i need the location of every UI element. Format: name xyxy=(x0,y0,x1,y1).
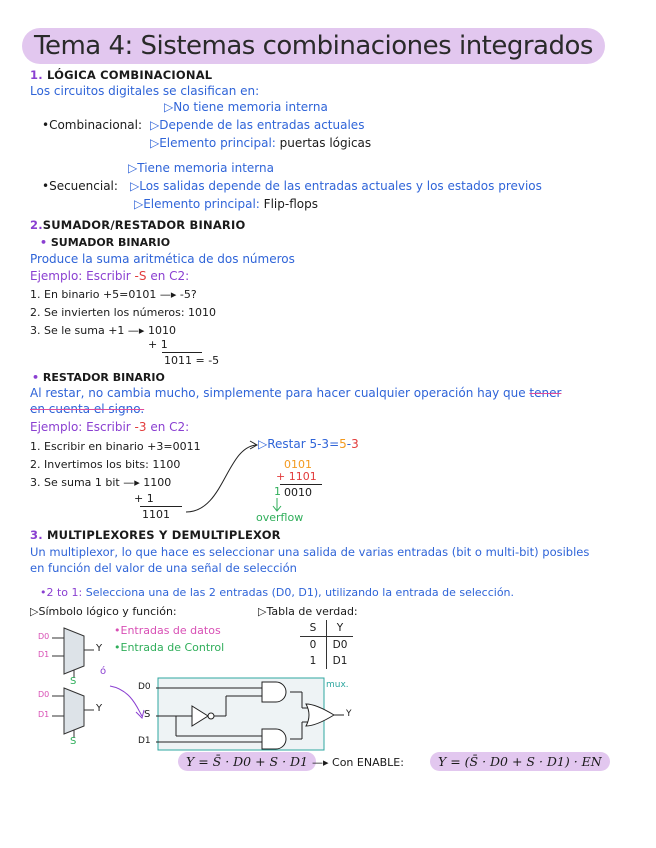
section-3-number: 3. xyxy=(30,528,43,542)
formula-enable: Y = (S̄ · D0 + S · D1) · EN xyxy=(430,752,610,771)
entradas-datos: •Entradas de datos xyxy=(114,624,221,637)
sym1-y: Y xyxy=(96,643,103,654)
formula-mux: Y = S̄ · D0 + S · D1 xyxy=(178,752,316,771)
restador-heading: • RESTADOR BINARIO xyxy=(32,371,165,384)
section-1-number: 1. xyxy=(30,68,43,82)
seq-item-1: ▷Tiene memoria interna xyxy=(128,161,274,175)
circuit-s: S xyxy=(144,709,151,720)
section-2-title: SUMADOR/RESTADOR BINARIO xyxy=(42,218,246,232)
overflow-label: overflow xyxy=(256,511,304,524)
circuit-d1: D1 xyxy=(138,736,151,746)
enable-label: —▸ Con ENABLE: xyxy=(312,756,404,769)
comb-item-3-label: ▷Elemento principal: xyxy=(150,136,276,150)
section-3-title: MULTIPLEXORES Y DEMULTIPLEXOR xyxy=(47,528,281,542)
sum-1-addend: + 1 xyxy=(148,338,168,351)
symbol-heading: ▷Símbolo lógico y función: xyxy=(30,605,177,618)
step-2-1: 1. Escribir en binario +3=0011 xyxy=(30,440,201,453)
restador-desc-text: Al restar, no cambia mucho, simplemente para hacer cualquier operación hay que xyxy=(30,386,530,400)
sym2-d1: D1 xyxy=(38,710,50,719)
restador-desc-2-text: en cuenta el signo. xyxy=(30,402,145,416)
step-1-1: 1. En binario +5=0101 —▸ -5? xyxy=(30,288,197,301)
truth-cell: 1 xyxy=(300,653,327,669)
step-1-3: 3. Se le suma +1 —▸ 1010 xyxy=(30,324,176,337)
sym2-d0: D0 xyxy=(38,690,50,699)
sym1-d0: D0 xyxy=(38,632,50,641)
example-2-value: -3 xyxy=(134,420,147,434)
step-2-2: 2. Invertimos los bits: 1100 xyxy=(30,458,181,471)
step-2-3: 3. Se suma 1 bit —▸ 1100 xyxy=(30,476,172,489)
seq-item-2: ▷Los salidas depende de las entradas actuales y los estados previos xyxy=(130,179,542,193)
restar-prefix: ▷Restar xyxy=(258,437,310,451)
seq-item-3-label: ▷Elemento principal: xyxy=(134,197,260,211)
seq-element: Flip-flops xyxy=(263,197,318,211)
sym1-s: S xyxy=(70,676,77,687)
sumador-title: SUMADOR BINARIO xyxy=(50,236,171,249)
truth-cell: S xyxy=(300,620,327,637)
example-2-label: Ejemplo: Escribir xyxy=(30,420,135,434)
add-carry: 1 xyxy=(274,485,281,498)
section-1-title: LÓGICA COMBINACIONAL xyxy=(47,68,213,82)
add-top: 0101 xyxy=(284,458,312,471)
mux-label: mux. xyxy=(326,680,349,690)
comb-item-2: ▷Depende de las entradas actuales xyxy=(150,118,365,132)
step-1-2: 2. Se invierten los números: 1010 xyxy=(30,306,217,319)
sym2-y: Y xyxy=(96,703,103,714)
page-title: Tema 4: Sistemas combinaciones integrados xyxy=(22,28,605,64)
restar-op: - xyxy=(346,437,352,451)
comb-element: puertas lógicas xyxy=(279,136,372,150)
comb-label: •Combinacional: xyxy=(42,118,143,132)
truth-cell: D0 xyxy=(332,639,348,651)
section-1-intro: Los circuitos digitales se clasifican en: xyxy=(30,84,260,98)
truth-cell: Y xyxy=(327,620,354,637)
sumador-heading: • SUMADOR BINARIO xyxy=(40,236,171,249)
sum-1-result: 1011 = -5 xyxy=(164,354,220,367)
circuit-y: Y xyxy=(346,709,352,719)
restar-a: 5 xyxy=(339,437,347,451)
comb-item-1: ▷No tiene memoria interna xyxy=(164,100,328,114)
truth-cell: 0 xyxy=(300,637,327,654)
sumador-desc: Produce la suma aritmética de dos números xyxy=(30,252,295,266)
truth-heading: ▷Tabla de verdad: xyxy=(258,605,358,618)
add-result: 0010 xyxy=(284,486,312,499)
seq-label: •Secuencial: xyxy=(42,179,118,193)
sum-2-result: 1101 xyxy=(142,508,170,521)
add-mid: + 1101 xyxy=(276,470,317,483)
or-label: ó xyxy=(100,666,107,677)
circuit-d0: D0 xyxy=(138,682,151,692)
mux-2to1-label: •2 to 1: xyxy=(40,586,83,599)
mux-desc-1: Un multiplexor, lo que hace es seleccionar una salida de varias entradas (bit o multi-bit) posibles xyxy=(30,545,590,559)
restar-eq: 5-3= xyxy=(309,437,340,451)
section-2-number: 2. xyxy=(30,218,43,232)
example-1-value: -S xyxy=(134,269,147,283)
example-2-suffix: en C2: xyxy=(146,420,190,434)
mux-2to1-desc: Selecciona una de las 2 entradas (D0, D1), utilizando la entrada de selección. xyxy=(85,586,515,599)
example-1-label: Ejemplo: Escribir xyxy=(30,269,135,283)
entrada-control: •Entrada de Control xyxy=(114,641,225,654)
mux-desc-2: en función del valor de una señal de selección xyxy=(30,561,297,575)
example-1-suffix: en C2: xyxy=(146,269,190,283)
restar-b: 3 xyxy=(351,437,359,451)
sum-2-addend: + 1 xyxy=(134,492,154,505)
sym2-s: S xyxy=(70,736,77,747)
restador-title: RESTADOR BINARIO xyxy=(42,371,165,384)
restador-desc-struck: tener xyxy=(529,386,562,400)
truth-cell: D1 xyxy=(332,655,348,667)
sym1-d1: D1 xyxy=(38,650,50,659)
